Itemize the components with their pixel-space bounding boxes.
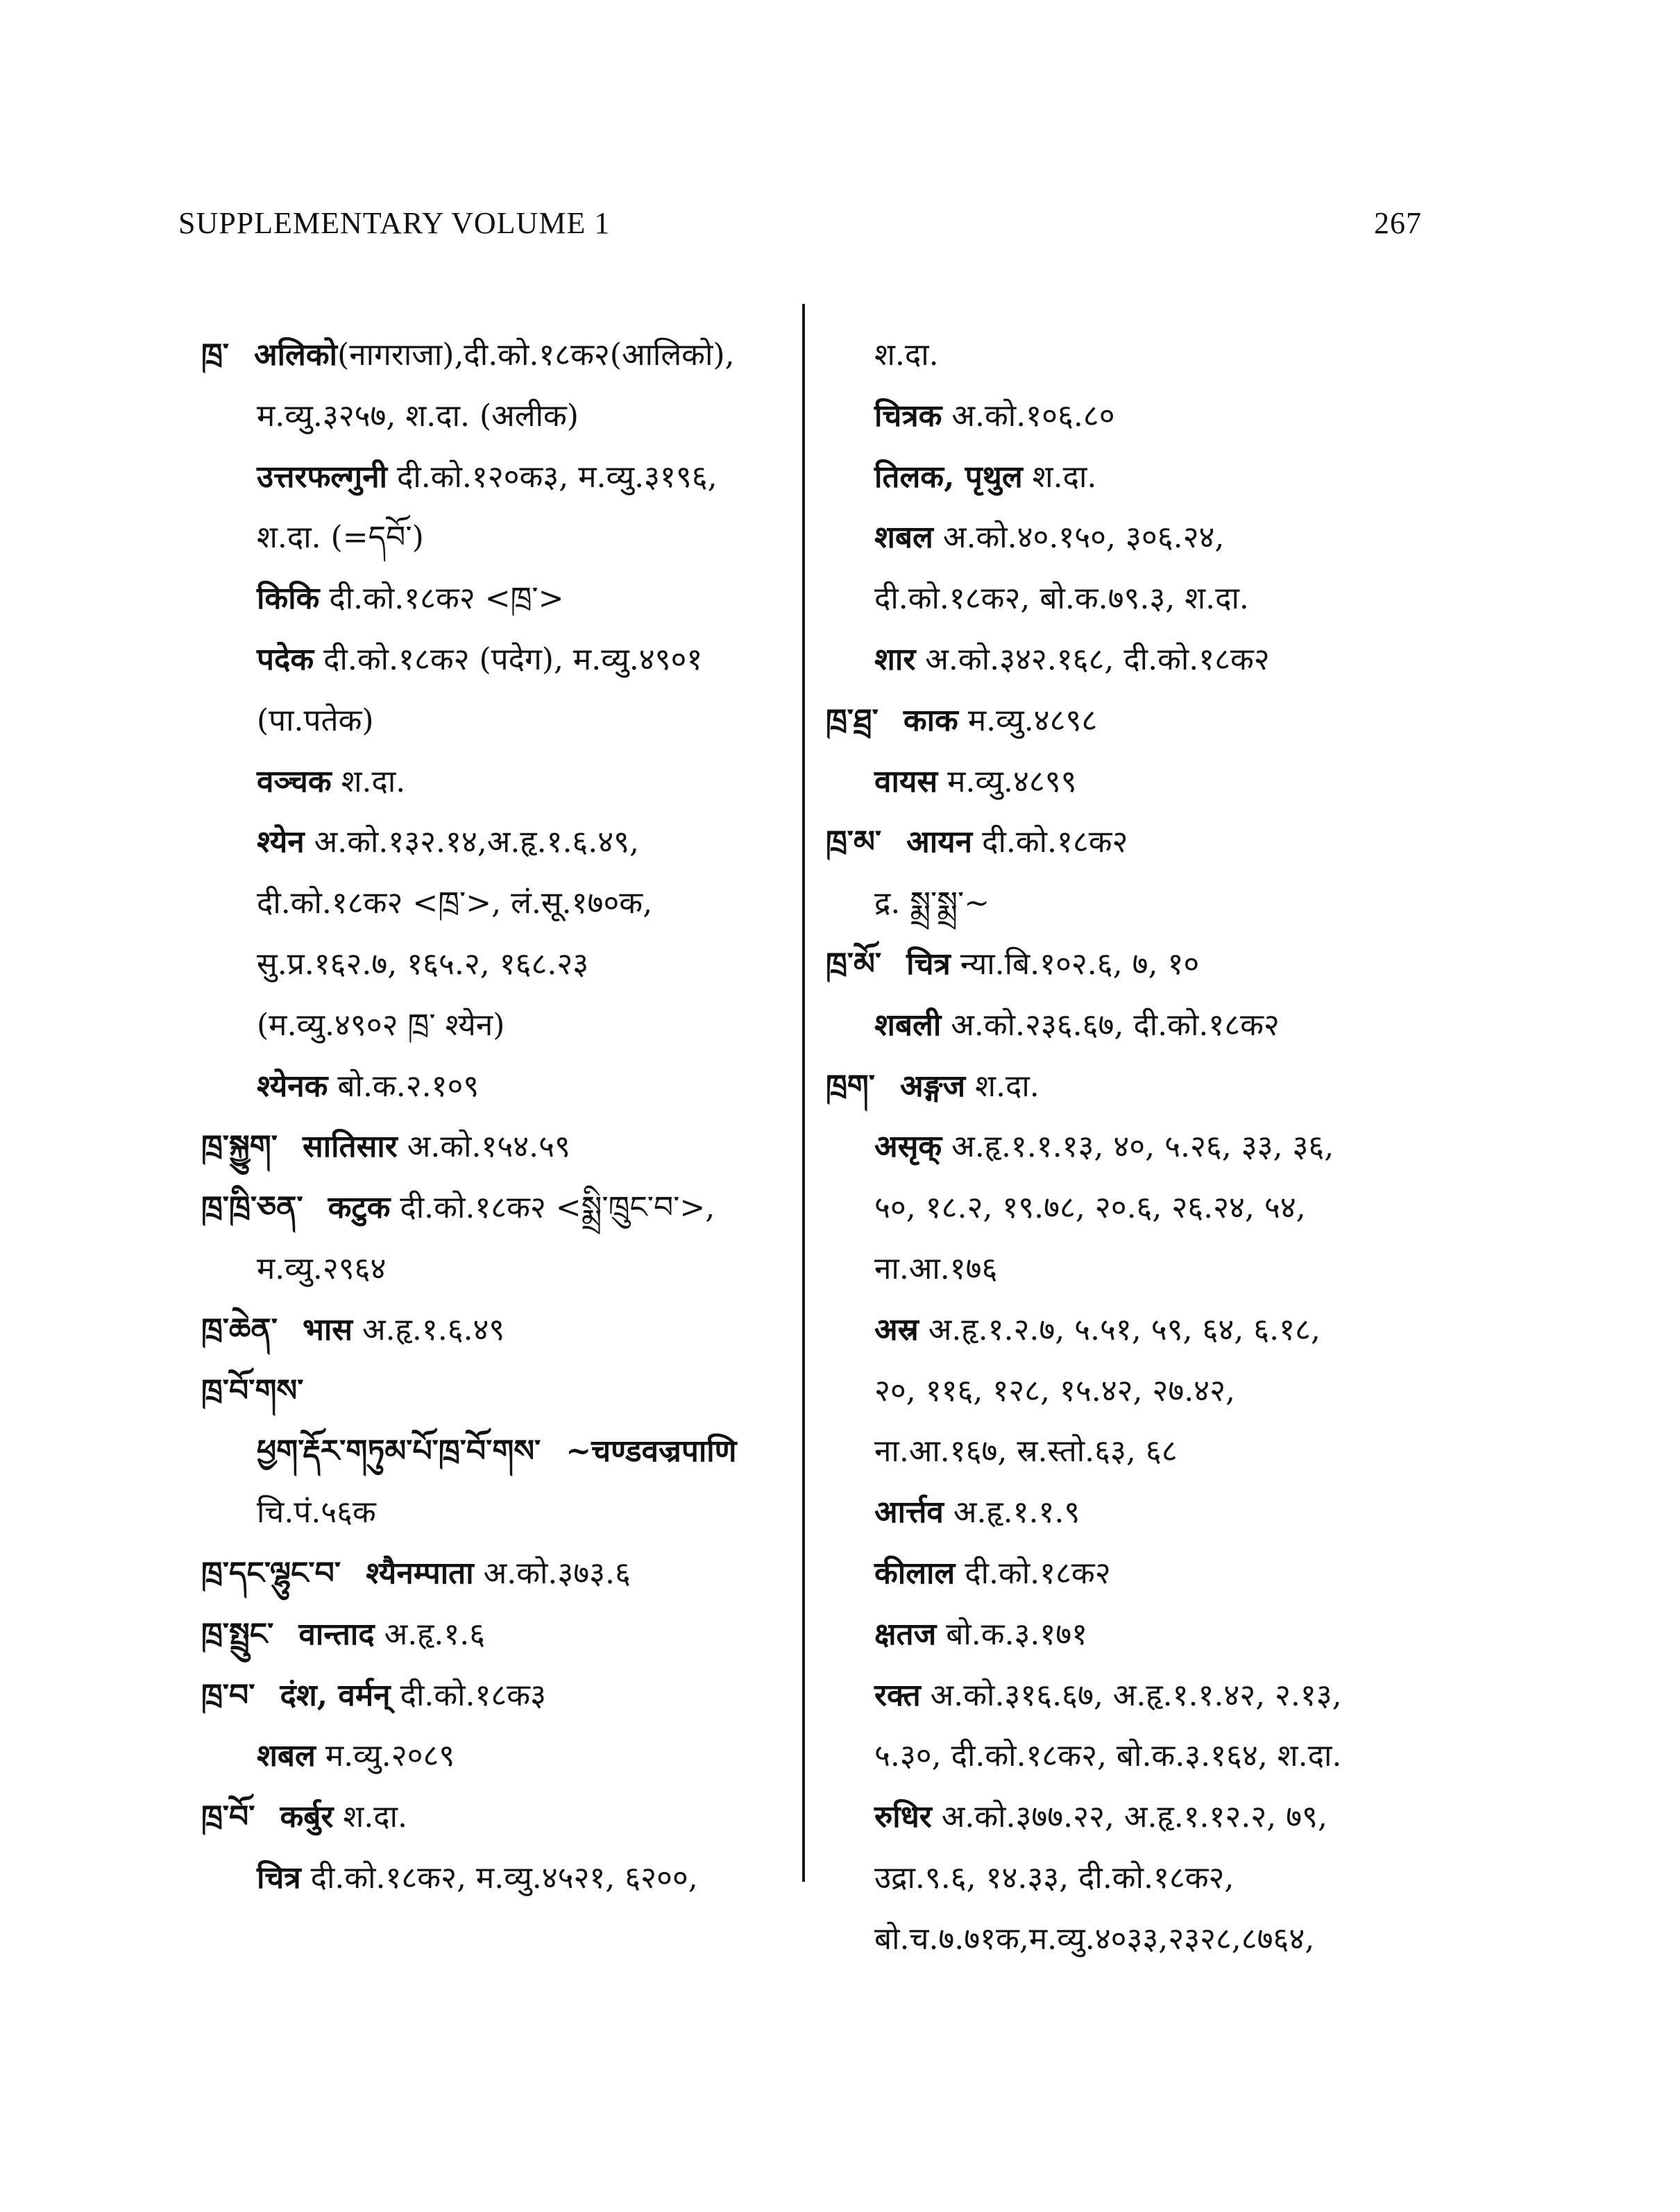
entry-line bbox=[201, 995, 791, 1056]
source-reference: अ.को.३४२.१६८, दी.को.१८क२ bbox=[915, 641, 1270, 677]
source-reference: अ.को.१३२.१४,अ.हृ.१.६.४९, bbox=[304, 824, 640, 860]
entry-line bbox=[826, 1361, 1492, 1422]
sanskrit-term: अङ्गज bbox=[900, 1068, 966, 1104]
entry-line bbox=[826, 1177, 1492, 1239]
entry-line bbox=[826, 995, 1492, 1056]
source-reference: अ.को.२३६.६७, दी.को.१८क२ bbox=[941, 1007, 1280, 1043]
entry-line bbox=[201, 873, 791, 934]
entry-headword-line bbox=[201, 325, 791, 386]
source-reference: म.व्यु.४८९९ bbox=[937, 763, 1077, 799]
entry-headword-line bbox=[201, 1787, 791, 1848]
right-column bbox=[826, 325, 1492, 1970]
entry-line bbox=[201, 386, 791, 447]
tibetan-headword: ཁྲ་ཁྲི་ཅན་ bbox=[201, 1190, 303, 1226]
source-reference: अ.को.४०.१५०, ३०६.२४, bbox=[933, 520, 1225, 556]
sanskrit-term: श्यैनम्पाता bbox=[366, 1555, 474, 1591]
entry-headword-line bbox=[201, 1604, 791, 1665]
entry-line bbox=[826, 1421, 1492, 1482]
entry-headword-line bbox=[826, 934, 1492, 995]
entry-line bbox=[201, 629, 791, 690]
entry-line bbox=[201, 1056, 791, 1117]
source-reference: अ.हृ.१.२.७, ५.५१, ५९, ६४, ६.१८, bbox=[918, 1311, 1321, 1347]
sanskrit-term: आर्त्तव bbox=[874, 1495, 944, 1531]
entry-line bbox=[826, 873, 1492, 934]
source-reference: दी.को.१८क३ bbox=[390, 1677, 546, 1713]
page-number: 267 bbox=[1374, 206, 1422, 240]
sanskrit-term: कटुक bbox=[328, 1190, 391, 1226]
source-reference: अ.को.१५४.५९ bbox=[397, 1129, 570, 1165]
sanskrit-term: अस्र bbox=[874, 1311, 919, 1347]
source-reference: चि.पं.५६क bbox=[257, 1495, 376, 1531]
source-reference: म.व्यु.३२५७, श.दा. (अलीक) bbox=[257, 398, 579, 434]
sanskrit-term: वायस bbox=[874, 763, 938, 799]
source-reference: अ.हृ.१.१.१३, ४०, ५.२६, ३३, ३६, bbox=[942, 1129, 1334, 1165]
source-reference: ना.आ.१६७, स्र.स्तो.६३, ६८ bbox=[874, 1433, 1178, 1470]
sanskrit-term: चित्र bbox=[257, 1860, 301, 1896]
entry-line bbox=[826, 1726, 1492, 1787]
source-reference: अ.हृ.१.१.९ bbox=[943, 1495, 1080, 1531]
source-reference: ना.आ.१७६ bbox=[874, 1250, 998, 1286]
sanskrit-term: रुधिर bbox=[874, 1799, 932, 1835]
source-reference: श.दा. bbox=[874, 337, 939, 373]
running-header: SUPPLEMENTARY VOLUME 1 bbox=[178, 206, 611, 240]
entry-line bbox=[826, 1787, 1492, 1848]
source-reference: म.व्यु.२०८९ bbox=[315, 1738, 455, 1774]
source-reference: उद्रा.९.६, १४.३३, दी.को.१८क२, bbox=[874, 1860, 1234, 1896]
tibetan-headword: ཁྲ་ཐྲ་ bbox=[826, 702, 879, 738]
source-reference: बो.च.७.७१क,म.व्यु.४०३३,२३२८,८७६४, bbox=[874, 1921, 1315, 1957]
source-reference: अ.को.३१६.६७, अ.हृ.१.१.४२, २.१३, bbox=[920, 1677, 1342, 1713]
entry-line bbox=[201, 1848, 791, 1909]
entry-line bbox=[201, 1482, 791, 1543]
source-reference: दी.को.१८क२, म.व्यु.४५२१, ६२००, bbox=[300, 1860, 698, 1896]
sanskrit-term: काक bbox=[903, 702, 958, 738]
source-reference: बो.क.३.१७१ bbox=[936, 1616, 1088, 1652]
source-reference: (नागराजा),दी.को.१८क२(आलिको), bbox=[337, 337, 735, 373]
entry-line bbox=[201, 812, 791, 873]
sanskrit-term: वञ्चक bbox=[257, 763, 332, 799]
sanskrit-term: शबल bbox=[257, 1738, 316, 1774]
sanskrit-term: चित्र bbox=[906, 946, 951, 982]
entry-line bbox=[201, 1421, 791, 1482]
source-reference: दी.को.१८क२ bbox=[972, 824, 1128, 860]
source-reference: द्र. སྨྲ་སྨྲ་~ bbox=[874, 885, 990, 921]
entry-headword-line bbox=[201, 1177, 791, 1239]
sanskrit-term: कर्बुर bbox=[280, 1799, 334, 1835]
source-reference: अ.को.३७७.२२, अ.हृ.१.१२.२, ७९, bbox=[931, 1799, 1327, 1835]
source-reference: श.दा. bbox=[331, 763, 406, 799]
source-reference: श.दा. bbox=[1022, 459, 1097, 495]
column-divider bbox=[802, 304, 805, 1882]
sanskrit-term: सातिसार bbox=[302, 1129, 398, 1165]
source-reference: दी.को.१८क२ <སྨྲི་ཁྲུང་བ་>, bbox=[390, 1190, 715, 1226]
sanskrit-term: आयन bbox=[906, 824, 973, 860]
tibetan-headword: ཁྲ་དང་ལྷུང་བ་ bbox=[201, 1555, 341, 1591]
sanskrit-term: ~चण्डवज्रपाणि bbox=[566, 1433, 737, 1470]
entry-line bbox=[201, 447, 791, 508]
tibetan-headword: ཁྲ་བོ་གས་ bbox=[201, 1372, 304, 1409]
source-reference: २०, ११६, १२८, १५.४२, २७.४२, bbox=[874, 1372, 1235, 1409]
source-reference: ५.३०, दी.को.१८क२, बो.क.३.१६४, श.दा. bbox=[874, 1738, 1342, 1774]
entry-line bbox=[826, 1665, 1492, 1726]
source-reference: अ.को.१०६.८० bbox=[942, 398, 1115, 434]
entry-line bbox=[826, 1909, 1492, 1970]
entry-line bbox=[201, 1239, 791, 1300]
source-reference: श.दा. (=དབོ་) bbox=[257, 520, 424, 556]
entry-line bbox=[201, 507, 791, 568]
sanskrit-term: रक्त bbox=[874, 1677, 921, 1713]
source-reference: म.व्यु.२९६४ bbox=[257, 1250, 387, 1286]
entry-line bbox=[826, 386, 1492, 447]
source-reference: अ.हृ.१.६ bbox=[374, 1616, 486, 1652]
source-reference: दी.को.१८क२, बो.क.७९.३, श.दा. bbox=[874, 581, 1249, 617]
sanskrit-term: तिलक, पृथुल bbox=[874, 459, 1023, 495]
source-reference: श.दा. bbox=[333, 1799, 408, 1835]
sanskrit-term: कीलाल bbox=[874, 1555, 956, 1591]
entry-line bbox=[826, 1300, 1492, 1361]
entry-line bbox=[826, 1604, 1492, 1665]
sanskrit-term: किकि bbox=[257, 581, 320, 617]
sanskrit-term: पदेक bbox=[257, 641, 314, 677]
sanskrit-term: श्येन bbox=[257, 824, 305, 860]
tibetan-headword: ཁྲ་བོ་ bbox=[201, 1799, 255, 1835]
entry-headword-line bbox=[201, 1665, 791, 1726]
entry-headword-line bbox=[201, 1543, 791, 1604]
source-reference: अ.हृ.१.६.४९ bbox=[353, 1311, 505, 1347]
entry-line bbox=[826, 568, 1492, 629]
entry-headword-line bbox=[826, 812, 1492, 873]
entry-line bbox=[201, 934, 791, 995]
tibetan-headword: ཁྲ་བ་ bbox=[201, 1677, 255, 1713]
source-reference: अ.को.३७३.६ bbox=[473, 1555, 631, 1591]
source-reference: बो.क.२.१०९ bbox=[328, 1068, 480, 1104]
tibetan-headword: ཁྲག་ bbox=[826, 1068, 876, 1104]
entry-line bbox=[826, 1482, 1492, 1543]
entry-line bbox=[826, 1116, 1492, 1177]
sanskrit-term: शार bbox=[874, 641, 916, 677]
source-reference: म.व्यु.४८९८ bbox=[958, 702, 1098, 738]
entry-line bbox=[826, 325, 1492, 386]
entry-line bbox=[826, 1239, 1492, 1300]
sanskrit-term: भास bbox=[302, 1311, 353, 1347]
sanskrit-term: क्षतज bbox=[874, 1616, 937, 1652]
source-reference: दी.को.१२०क३, म.व्यु.३१९६, bbox=[387, 459, 718, 495]
entry-line bbox=[826, 1848, 1492, 1909]
entry-line bbox=[826, 751, 1492, 813]
source-reference: सु.प्र.१६२.७, १६५.२, १६८.२३ bbox=[257, 946, 589, 982]
source-reference: दी.को.१८क२ <ཁྲ་> bbox=[319, 581, 564, 617]
tibetan-headword: ཁྲ་མོ་ bbox=[826, 946, 882, 982]
entry-headword-line bbox=[826, 1056, 1492, 1117]
entry-line bbox=[826, 1543, 1492, 1604]
sanskrit-term: दंश, वर्मन् bbox=[280, 1677, 391, 1713]
source-reference: दी.को.१८क२ (पदेग), म.व्यु.४९०१ bbox=[314, 641, 703, 677]
sanskrit-term: अलिको bbox=[254, 337, 338, 373]
left-column bbox=[201, 325, 791, 1909]
sanskrit-term: वान्ताद bbox=[298, 1616, 375, 1652]
source-reference: (पा.पतेक) bbox=[257, 702, 374, 738]
entry-line bbox=[826, 507, 1492, 568]
tibetan-headword: ཁྲ་སྐྱུག་ bbox=[201, 1129, 278, 1165]
entry-headword-line bbox=[826, 690, 1492, 751]
entry-headword-line bbox=[201, 1116, 791, 1177]
sanskrit-term: चित्रक bbox=[874, 398, 942, 434]
sanskrit-term: असृक् bbox=[874, 1129, 942, 1165]
entry-line bbox=[201, 1726, 791, 1787]
entry-line bbox=[201, 751, 791, 813]
tibetan-headword: ཕྱག་རྡོར་གཏུམ་པོ་ཁྲ་བོ་གས་ bbox=[257, 1433, 541, 1470]
entry-line bbox=[201, 568, 791, 629]
tibetan-headword: ཁྲ་མ་ bbox=[826, 824, 882, 860]
entry-headword-line bbox=[201, 1300, 791, 1361]
tibetan-headword: ཁྲ་སྤྲུང་ bbox=[201, 1616, 274, 1652]
sanskrit-term: शबल bbox=[874, 520, 933, 556]
source-reference: न्या.बि.१०२.६, ७, १० bbox=[950, 946, 1200, 982]
sanskrit-term: शबली bbox=[874, 1007, 942, 1043]
entry-line bbox=[201, 690, 791, 751]
tibetan-headword: ཁྲ་ bbox=[201, 337, 230, 373]
source-reference: ५०, १८.२, १९.७८, २०.६, २६.२४, ५४, bbox=[874, 1190, 1306, 1226]
source-reference: (म.व्यु.४९०२ ཁྲ་ श्येन) bbox=[257, 1007, 505, 1043]
sanskrit-term: श्येनक bbox=[257, 1068, 328, 1104]
source-reference: दी.को.१८क२ <ཁྲ་>, लं.सू.१७०क, bbox=[257, 885, 653, 921]
sanskrit-term: उत्तरफल्गुनी bbox=[257, 459, 388, 495]
entry-line bbox=[826, 629, 1492, 690]
entry-headword-line bbox=[201, 1361, 791, 1422]
entry-line bbox=[826, 447, 1492, 508]
source-reference: श.दा. bbox=[965, 1068, 1040, 1104]
source-reference: दी.को.१८क२ bbox=[955, 1555, 1111, 1591]
tibetan-headword: ཁྲ་ཆེན་ bbox=[201, 1311, 278, 1347]
